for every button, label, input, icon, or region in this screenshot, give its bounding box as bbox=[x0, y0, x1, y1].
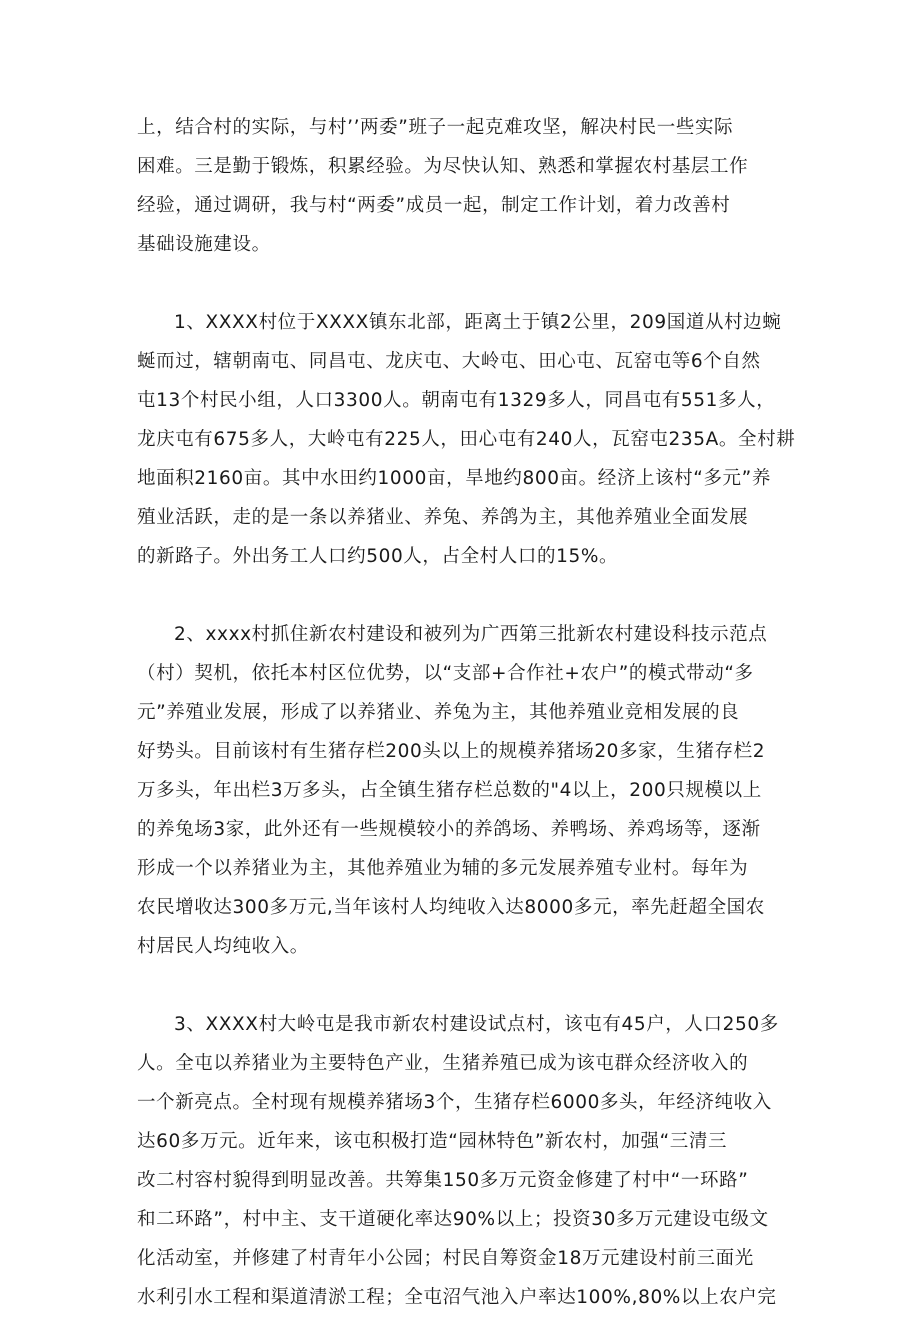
text-line: 殖业活跃，走的是一条以养猪业、养兔、养鸽为主，其他养殖业全面发展 bbox=[137, 507, 749, 528]
text-line: 地面积2160亩。其中水田约1000亩，旱地约800亩。经济上该村“多元”养 bbox=[137, 468, 771, 489]
text-line: 上，结合村的实际，与村’’两委”班子一起克难攻坚，解决村民一些实际 bbox=[137, 117, 734, 138]
text-line: 经验，通过调研，我与村“两委”成员一起，制定工作计划，着力改善村 bbox=[137, 195, 731, 216]
text-line: 1、XXXX村位于XXXX镇东北部，距离土于镇2公里，209国道从村边蜿 bbox=[174, 312, 782, 333]
paragraph-continuation bbox=[137, 108, 790, 264]
text-line: 的新路子。外出务工人口约500人，占全村人口的15%。 bbox=[137, 546, 619, 567]
text-line: 好势头。目前该村有生猪存栏200头以上的规模养猪场20多家，生猪存栏2 bbox=[137, 741, 766, 762]
text-line: 2、xxxx村抓住新农村建设和被列为广西第三批新农村建设科技示范点 bbox=[174, 624, 768, 645]
text-line: 元”养殖业发展，形成了以养猪业、养兔为主，其他养殖业竞相发展的良 bbox=[137, 702, 740, 723]
text-line: 改二村容村貌得到明显改善。共筹集150多万元资金修建了村中“一环路” bbox=[137, 1170, 749, 1191]
paragraph-item-1 bbox=[137, 303, 796, 576]
paragraph-item-2 bbox=[137, 615, 790, 966]
text-line: 达60多万元。近年来，该屯积极打造“园林特色”新农村，加强“三清三 bbox=[137, 1131, 728, 1152]
text-line: 形成一个以养猪业为主，其他养殖业为辅的多元发展养殖专业村。每年为 bbox=[137, 858, 749, 879]
text-line: 化活动室，并修建了村青年小公园；村民自筹资金18万元建设村前三面光 bbox=[137, 1248, 754, 1269]
text-line: 农民增收达300多万元,当年该村人均纯收入达8000多元，率先赶超全国农 bbox=[137, 897, 765, 918]
text-line: 蜒而过，辖朝南屯、同昌屯、龙庆屯、大岭屯、田心屯、瓦窑屯等6个自然 bbox=[137, 351, 761, 372]
text-line: 屯13个村民小组，人口3300人。朝南屯有1329多人，同昌屯有551多人， bbox=[137, 390, 776, 411]
text-line: 和二环路”，村中主、支干道硬化率达90%以上；投资30多万元建设屯级文 bbox=[137, 1209, 769, 1230]
text-line: 万多头，年出栏3万多头，占全镇生猪存栏总数的"4以上，200只规模以上 bbox=[137, 780, 762, 801]
text-line: 基础设施建设。 bbox=[137, 234, 271, 255]
text-line: 龙庆屯有675多人，大岭屯有225人，田心屯有240人，瓦窑屯235A。全村耕 bbox=[137, 429, 796, 450]
text-line: 水利引水工程和渠道清淤工程；全屯沼气池入户率达100%,80%以上农户完 bbox=[137, 1287, 777, 1308]
text-line: 人。全屯以养猪业为主要特色产业，生猪养殖已成为该屯群众经济收入的 bbox=[137, 1053, 749, 1074]
text-line: 一个新亮点。全村现有规模养猪场3个，生猪存栏6000多头，年经济纯收入 bbox=[137, 1092, 772, 1113]
text-line: 3、XXXX村大岭屯是我市新农村建设试点村，该屯有45户，人口250多 bbox=[174, 1014, 779, 1035]
paragraph-item-3 bbox=[137, 1005, 790, 1317]
text-line: （村）契机，依托本村区位优势，以“支部+合作社+农户”的模式带动“多 bbox=[137, 663, 754, 684]
text-line: 村居民人均纯收入。 bbox=[137, 936, 309, 957]
text-line: 的养兔场3家，此外还有一些规模较小的养鸽场、养鸭场、养鸡场等，逐渐 bbox=[137, 819, 761, 840]
text-line: 困难。三是勤于锻炼，积累经验。为尽快认知、熟悉和掌握农村基层工作 bbox=[137, 156, 749, 177]
